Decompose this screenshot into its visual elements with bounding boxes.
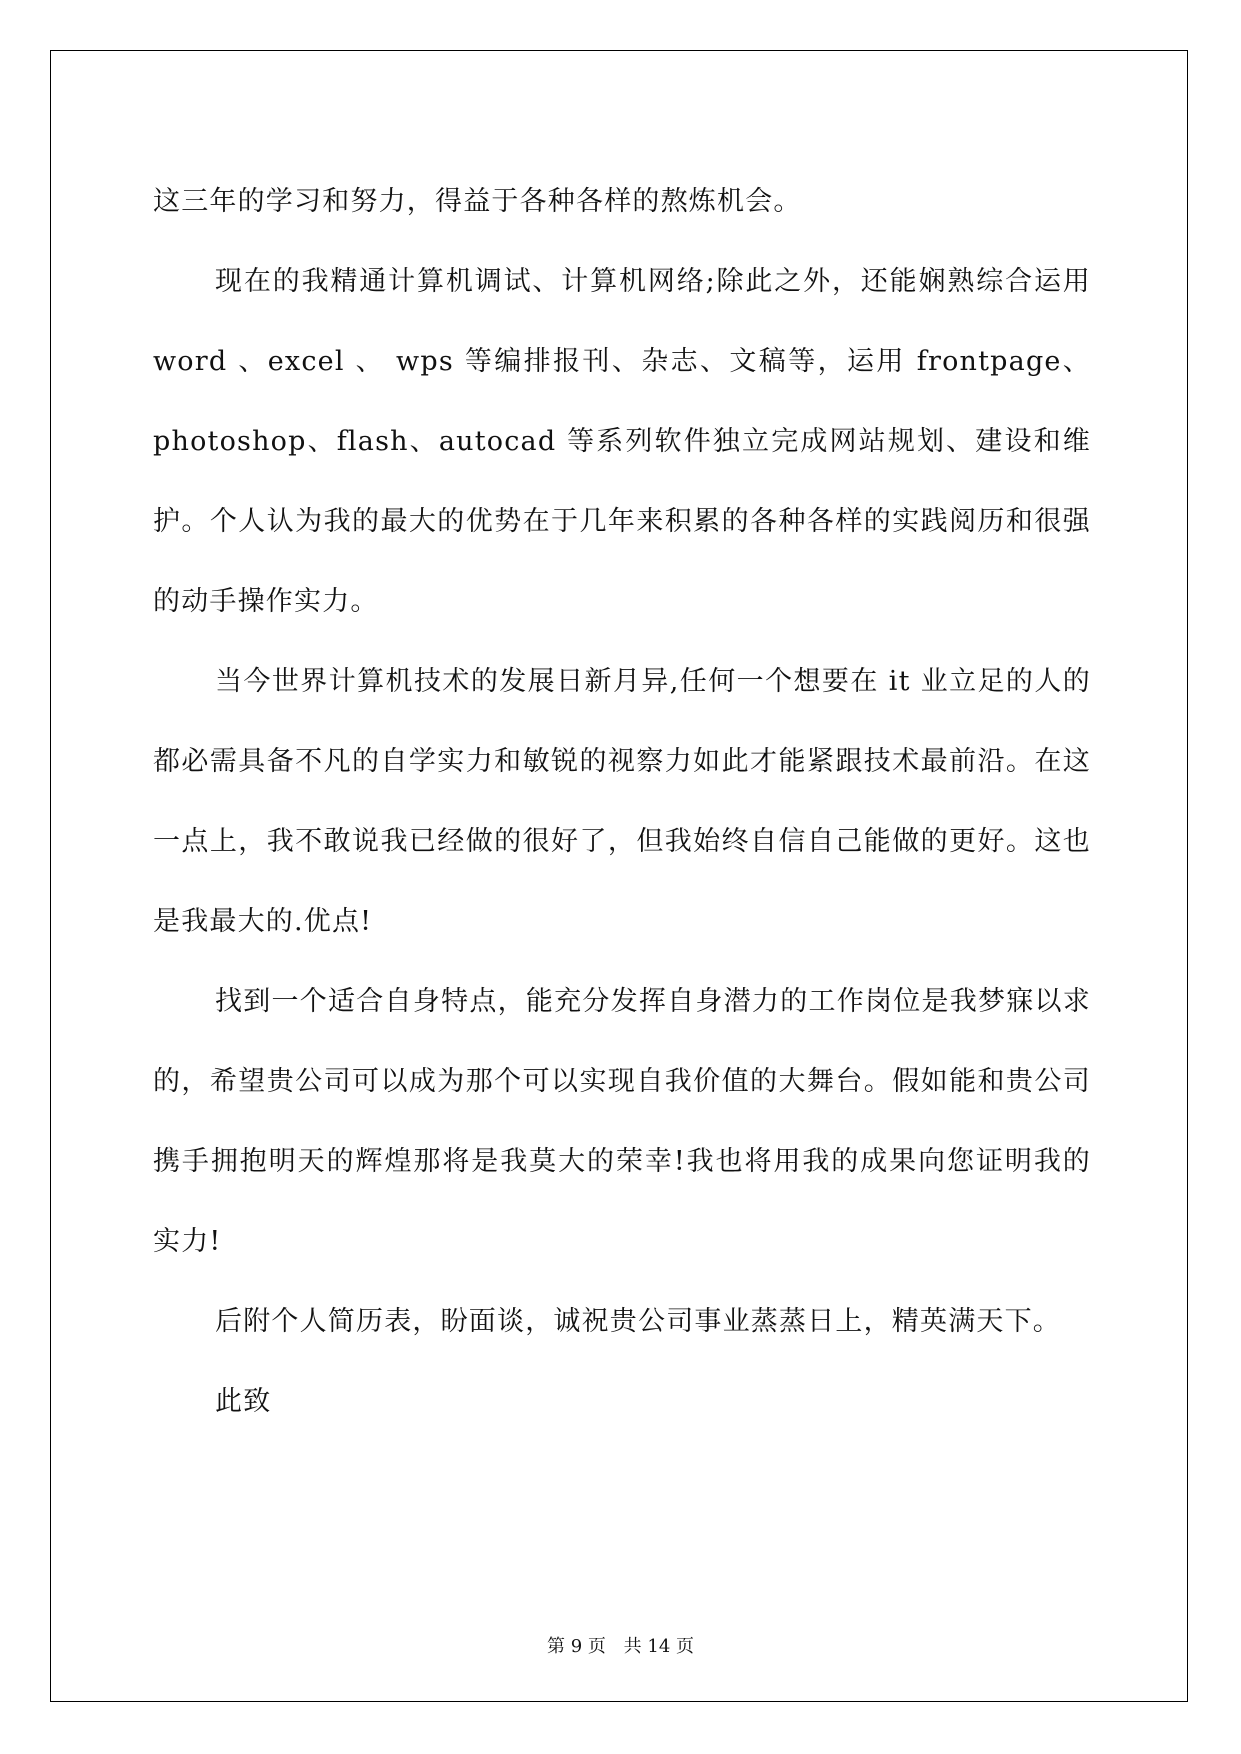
paragraph-5: 后附个人简历表，盼面谈，诚祝贵公司事业蒸蒸日上，精英满天下。 [215, 1306, 1061, 1337]
page-number: 第 9 页 [547, 1636, 606, 1657]
paragraph-4: 找到一个适合自身特点，能充分发挥自身潜力的工作岗位是我梦寐以求的，希望贵公司可以成为那个可以实现自我价值的大舞台。假如能和贵公司携手拥抱明天的辉煌那将是我莫大的荣幸!我也将用我的成果向您证明我的实力! [153, 986, 1091, 1257]
paragraph-1: 这三年的学习和努力，得益于各种各样的熬炼机会。 [153, 186, 802, 217]
paragraph-3: 当今世界计算机技术的发展日新月异,任何一个想要在 it 业立足的人的都必需具备不凡的自学实力和敏锐的视察力如此才能紧跟技术最前沿。在这一点上，我不敢说我已经做的很好了，但我始终自信自己能做的更好。这也是我最大的.优点! [153, 666, 1091, 937]
total-pages: 共 14 页 [623, 1636, 694, 1657]
closing-salutation: 此致 [215, 1386, 272, 1417]
document-body [153, 162, 1091, 1442]
paragraph-2: 现在的我精通计算机调试、计算机网络;除此之外，还能娴熟综合运用 word 、excel 、 wps 等编排报刊、杂志、文稿等，运用 frontpage、photoshop、flash、autocad 等系列软件独立完成网站规划、建设和维护。个人认为我的最大的优势在于几年来积累的各种各样的实践阅历和很强的动手操作实力。 [153, 266, 1091, 617]
page-footer [0, 1632, 1241, 1658]
